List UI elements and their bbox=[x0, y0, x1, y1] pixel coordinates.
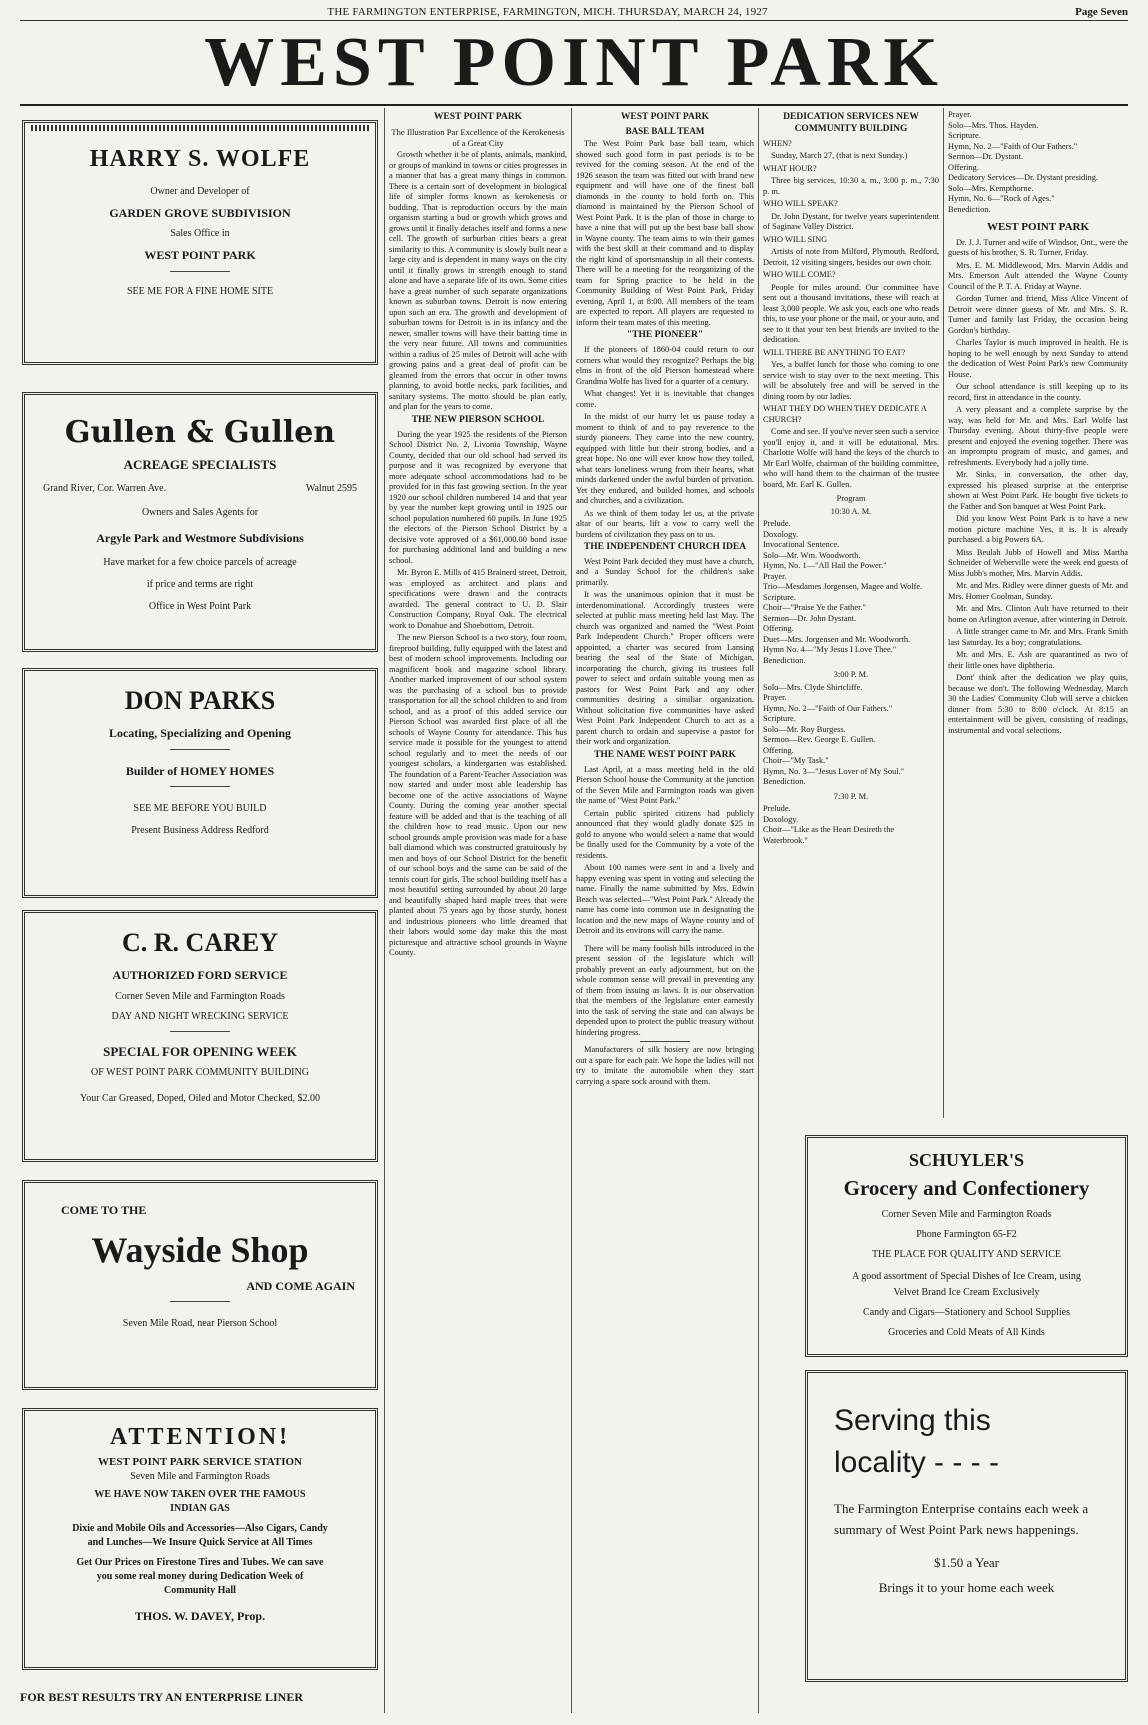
ad-serving-locality bbox=[805, 1370, 1128, 1682]
ad-wolfe-line3: Sales Office in bbox=[170, 228, 230, 240]
ad-gullen-line1: ACREAGE SPECIALISTS bbox=[123, 457, 277, 472]
ad-schuyler-name: SCHUYLER'S bbox=[908, 1150, 1025, 1170]
ad-wolfe-name: HARRY S. WOLFE bbox=[89, 146, 311, 172]
qa-line: WILL THERE BE ANYTHING TO EAT? bbox=[763, 347, 906, 357]
program-item: Hymn, No. 3—"Jesus Lover of My Soul." bbox=[763, 766, 905, 776]
ad-border-hash bbox=[31, 125, 369, 131]
program-item: Prayer. bbox=[948, 110, 972, 119]
ad-parks-line3: SEE ME BEFORE YOU BUILD bbox=[133, 802, 267, 814]
news-item: Our school attendance is still keeping up to its record, first in attendance in the county. bbox=[948, 382, 1128, 402]
ad-wolfe-line5: SEE ME FOR A FINE HOME SITE bbox=[126, 285, 274, 297]
article-paragraph: Mr. Byron E. Mills of 415 Brainerd street, Detroit, was employed as architect and plans and specifications were drawn and the contracts awarded. The general contract to U. D. Slair Construction Company, Royal Oak. The electrical work to Donahue and Shoebottom, Detroit. bbox=[389, 568, 567, 630]
qa-line: Artists of note from Milford, Plymouth. Redford, Detroit, 12 visiting singers, besides our own choir. bbox=[763, 247, 939, 267]
ad-gullen-line4: Have market for a few choice parcels of acreage bbox=[103, 556, 297, 568]
qa-line: People for miles around. Our committee have sent out a thousand invitations, these will reach at least 3,000 people. We ask you, each one who reads this, to use your phone or the mail, or your auto, and see to it that your ten best friends are invited to the dedication. bbox=[763, 282, 939, 345]
ad-gullen-name: Gullen & Gullen bbox=[64, 415, 336, 450]
news-item: Mr. Sinks, in conversation, the other day, expressed his pleased surprise at the enterprise shown at West Point Park. He bought five tickets to the Father and Son banquet at West Point Park. bbox=[948, 470, 1128, 511]
ad-serving-line1: Serving this bbox=[834, 1404, 991, 1437]
news-item: A little stranger came to Mr. and Mrs. Frank Smith last Saturday. Its a boy; congratulations. bbox=[948, 627, 1128, 647]
program-item: Solo—Mr. Wm. Woodworth. bbox=[763, 550, 861, 560]
article-paragraph: If the pioneers of 1860-04 could return to our corners what would they recognize? Perhaps the big elms in front of the old Pierson homestead where Grandma Wolfe has lived for a quarter of a century. bbox=[576, 345, 754, 386]
program-time: 10:30 A. M. bbox=[830, 506, 872, 516]
running-head bbox=[20, 4, 1128, 21]
ad-wolfe-line4: WEST POINT PARK bbox=[144, 248, 256, 263]
program-item: Scripture. bbox=[763, 714, 796, 724]
news-item: Mr. and Mrs. Ridley were dinner guests of Mr. and Mrs. Homer Coolman, Sunday. bbox=[948, 581, 1128, 601]
column-rule bbox=[571, 108, 572, 1713]
program-item: Solo—Mrs. Clyde Shirtcliffe. bbox=[763, 682, 863, 692]
ad-serving-line2: locality - - - - bbox=[834, 1446, 999, 1479]
news-item: Miss Beulah Jubb of Howell and Miss Martha Schneider of Weberville were the week end guests of Miss Jubb's mother, Mrs. Marvin Addis. bbox=[948, 547, 1128, 578]
qa-line: WHAT HOUR? bbox=[763, 163, 817, 173]
divider bbox=[170, 749, 230, 750]
program-item: Trio—Mesdames Jorgensen, Magee and Wolfe. bbox=[763, 582, 923, 592]
program-item: Doxology. bbox=[763, 529, 799, 539]
ad-gullen-addr: Grand River, Cor. Warren Ave. bbox=[43, 482, 167, 494]
divider bbox=[640, 940, 690, 941]
program-time: 7:30 P. M. bbox=[833, 791, 869, 801]
page-number: Page Seven bbox=[1075, 6, 1128, 18]
ad-parks-line1: Locating, Specializing and Opening bbox=[108, 726, 292, 741]
qa-line: WHO WILL COME? bbox=[763, 270, 836, 280]
program-item: Prelude. bbox=[763, 519, 791, 529]
program-item: Solo—Mrs. Thos. Hayden. bbox=[948, 120, 1039, 130]
divider bbox=[170, 271, 230, 272]
column-rule bbox=[943, 108, 944, 1118]
column-rule bbox=[758, 108, 759, 1713]
program-item: Hymn, No. 6—"Rock of Ages." bbox=[948, 194, 1055, 203]
article-paragraph: Certain public spirited citizens had publicly announced that they would gladly donate $25 in gold to anyone who would select a name that would be finally used for the Community by a vote of the residents. bbox=[576, 808, 754, 860]
dedication-qa bbox=[763, 139, 939, 491]
program-item: Benediction. bbox=[948, 204, 991, 214]
program-item: Choir—"My Task." bbox=[763, 756, 829, 766]
ad-schuyler-line7: Candy and Cigars—Stationery and School Supplies bbox=[863, 1306, 1070, 1318]
article-title: THE NEW PIERSON SCHOOL bbox=[411, 414, 545, 425]
qa-line: WHEN? bbox=[763, 138, 792, 148]
ad-parks-line2: Builder of HOMEY HOMES bbox=[125, 763, 275, 778]
qa-line: Dr. John Dystant, for twelve years superintendent of Saginaw Valley District. bbox=[763, 211, 939, 232]
divider bbox=[170, 1031, 230, 1032]
program-item: Sermon—Rev. George E. Gullen. bbox=[763, 735, 876, 745]
program-item: Scripture. bbox=[948, 131, 981, 140]
ad-gullen-line3: Argyle Park and Westmore Subdivisions bbox=[96, 530, 304, 545]
program-item: Invocational Sentence. bbox=[763, 540, 840, 550]
ad-attention-line4: INDIAN GAS bbox=[170, 1502, 230, 1514]
ad-attention-line6: and Lunches—We Insure Quick Service at All Times bbox=[87, 1536, 313, 1548]
program-item: Hymn, No. 2—"Faith of Our Fathers." bbox=[763, 703, 893, 713]
article-title: WEST POINT PARK bbox=[433, 112, 523, 122]
program-item: Sermon—Dr. Dystant. bbox=[948, 152, 1024, 161]
article-paragraph: About 100 names were sent in and a lively and happy evening was spent in voting and selecting the name. Finally the name submitted by Mrs. Edwin Beach was selected—"West Point Park." Already the name has come into common use in designating the location and the new maps of Wayne county and of Detroit and its environs will carry the name. bbox=[576, 863, 754, 936]
ad-harry-wolfe bbox=[22, 120, 378, 365]
ad-carey-line2: Corner Seven Mile and Farmington Roads bbox=[115, 990, 285, 1002]
program-item: Prayer. bbox=[763, 693, 787, 703]
article-subtitle: BASE BALL TEAM bbox=[625, 125, 705, 136]
program-item: Benediction. bbox=[763, 655, 806, 665]
news-item: Gordon Turner and friend, Miss Alice Vincent of Detroit were dinner guests of Mr. and Mrs. S. R. Turner and family last Friday, the occasion being Gordon's birthday. bbox=[948, 294, 1128, 335]
program-title: Program bbox=[836, 494, 866, 504]
article-title: THE INDEPENDENT CHURCH IDEA bbox=[583, 542, 747, 552]
ad-wolfe-line2: GARDEN GROVE SUBDIVISION bbox=[109, 205, 291, 220]
ad-wayside-shop bbox=[22, 1180, 378, 1390]
ad-schuyler-line1: Grocery and Confectionery bbox=[843, 1175, 1090, 1200]
ad-serving-price: $1.50 a Year bbox=[934, 1554, 999, 1570]
ad-carey-name: C. R. CAREY bbox=[122, 928, 278, 957]
running-head-text: THE FARMINGTON ENTERPRISE, FARMINGTON, MICH. THURSDAY, MARCH 24, 1927 bbox=[327, 6, 768, 18]
qa-line: Come and see. If you've never seen such a service you'll enjoy it, and it will be edutational. Mrs. Charlotte Wolfe will hand the keys of the church to Mr Earl Wolfe, chairman of the building committee, who will hand them to the chairman of the trustee board, Mr. Earl K. Gullen. bbox=[763, 427, 939, 489]
article-paragraph: As we think of them today let us, at the private altar of our hearts, lift a vow to carry well the burdens of civilization they pass on to us. bbox=[576, 508, 754, 539]
ad-wolfe-line1: Owner and Developer of bbox=[150, 185, 250, 197]
article-paragraph: There will be many foolish bills introduced in the present session of the legislature which will probably prevent an early adjournment, but on the whole common sense will prevail in preventing any of them from issuing as laws. It is our observation that the members of the legislature enter earnestly into the task of serving the state and can always be depended upon to protect the public treasury without hindering progress. bbox=[576, 943, 754, 1037]
ad-gullen-phone: Walnut 2595 bbox=[305, 482, 357, 494]
program-list-evening bbox=[763, 804, 939, 846]
divider bbox=[170, 786, 230, 787]
qa-line: Three big services, 10:30 a. m., 3:00 p. m., 7:30 p. m. bbox=[763, 176, 939, 196]
program-item: Prelude. bbox=[763, 804, 791, 814]
news-item: A very pleasant and a complete surprise by the way, was held for Mr. and Mrs. Earl Wolfe last Thursday evening. About thirty-five people were present and enjoyed the evening together. There was an impromptu program of music, and games, and refreshments. Everybody had a jolly time. bbox=[948, 405, 1128, 467]
ad-serving-line4: Brings it to your home each week bbox=[878, 1580, 1055, 1596]
article-paragraph: What changes! Yet it is inevitable that changes come. bbox=[576, 389, 754, 409]
article-paragraph: Last April, at a mass meeting held in the old Pierson School house the Community at the junction of the Seven Mile and Farmington roads was given the name of "West Point Park." bbox=[576, 764, 754, 806]
ad-gullen-line5: if price and terms are right bbox=[146, 578, 254, 590]
ad-parks-line4: Present Business Address Redford bbox=[131, 824, 269, 836]
article-paragraph: Manufacturers of silk hosiery are now bringing out a spare for each pair. We hope the ladies will not try to imitate the automobile when they start carrying a spare sock around with them. bbox=[576, 1045, 754, 1086]
article-column-3 bbox=[763, 110, 939, 1110]
ad-attention bbox=[22, 1408, 378, 1670]
program-item: Sermon—Dr. John Dystant. bbox=[763, 613, 857, 623]
article-title: WEST POINT PARK bbox=[620, 112, 710, 122]
ad-attention-line2: Seven Mile and Farmington Roads bbox=[130, 1470, 270, 1482]
news-item: Did you know West Point Park is to have a new motion picture machine Yes, it is. It is already purchased. a big Powers 6A. bbox=[948, 514, 1128, 545]
ad-wayside-name: Wayside Shop bbox=[91, 1230, 309, 1271]
qa-line: Yes, a buffet lunch for those who coming to one service wish to stay over to the next meeting. This will be absolutely free and will be served in the dining room by our ladies. bbox=[763, 360, 939, 401]
ad-schuyler-line8: Groceries and Cold Meats of All Kinds bbox=[888, 1326, 1045, 1338]
program-item: Benediction. bbox=[763, 777, 806, 787]
ad-schuyler-line5: A good assortment of Special Dishes of Ice Cream, using bbox=[852, 1270, 1081, 1282]
article-paragraph: It was the unanimous opinion that it must be interdenominational. Accordingly trustees were selected at public mass meeting held last May. The church was organized and named the "West Point Park Independent Church." Proper officers were appointed, a charter was secured from Lansing bearing the seal of the State of Michigan, incorporating the church, giving its trustees full power to select and ordain suitable young men as pastors for West Point Park and any other communities desiring a similiar organization. Without solicitation five communities have asked West Point Park Independent Church to act as a parent church to ordain and supervise a pastor for their work and organization. bbox=[576, 590, 754, 747]
article-paragraph: In the midst of our hurry let us pause today a moment to think of and to pay reverence to the sturdy pioneers. They came into the new country, equipped with little but their strong bodies, and a great hope. No one will ever know how they toiled, what tears loneliness wrung from their hearts, what minds darkened under the awful burden of privation. Yet they endured, and builded homes, and schools and churches, and a civilization. bbox=[576, 412, 754, 505]
ad-gullen-line6: Office in West Point Park bbox=[148, 600, 252, 612]
article-paragraph: West Point Park decided they must have a church, and a Sunday School for the children's sake primarily. bbox=[576, 556, 754, 587]
ad-gullen bbox=[22, 392, 378, 652]
article-paragraph: The West Point Park base ball team, which showed such good form in past periods is to be revived for the coming season. At the end of the 1926 season the team was fitted out with brand new equipment and will have one of the finest ball diamonds in the county to hold forth on. This diamond is maintained by the Pierson School of West Point Park. It is the plan of those in charge to have a nine that will put up the best base ball show in Wayne county. The team aims to win their games with the best skill at their command and to display the right kind of sportsmanship in all their contests. There will be a meeting for the reorganizing of the team for Spring practice to be held in the Community Building of West Point Park, Friday evening, April 1, at 8:00. All members of the team are expected to report. All players are requested to inform their team mates of this meeting. bbox=[576, 139, 754, 327]
program-list-afternoon bbox=[763, 683, 939, 788]
qa-line: WHAT THEY DO WHEN THEY DEDICATE A CHURCH? bbox=[763, 404, 927, 424]
ad-gullen-line2: Owners and Sales Agents for bbox=[141, 506, 259, 518]
news-item: Charles Taylor is much improved in health. He is hoping to be well enough by next Sunday to attend the dedication of West Point Park's new Community House. bbox=[948, 338, 1128, 379]
ad-wayside-line3: Seven Mile Road, near Pierson School bbox=[122, 1317, 278, 1329]
article-title: THE NAME WEST POINT PARK bbox=[594, 749, 736, 760]
ad-attention-line3: WE HAVE NOW TAKEN OVER THE FAMOUS bbox=[94, 1488, 306, 1500]
divider bbox=[640, 1041, 690, 1042]
program-time: 3:00 P. M. bbox=[833, 670, 869, 680]
program-item: Choir—"Like as the Heart Desireth the Waterbrook." bbox=[763, 825, 895, 845]
masthead: WEST POINT PARK bbox=[204, 24, 944, 101]
article-column-1 bbox=[389, 110, 567, 1710]
program-item: Hymn, No. 2—"Faith of Our Fathers." bbox=[948, 141, 1078, 151]
ad-wayside-line1: COME TO THE bbox=[61, 1203, 147, 1217]
article-column-4 bbox=[948, 110, 1128, 1115]
ad-schuyler-line4: THE PLACE FOR QUALITY AND SERVICE bbox=[871, 1248, 1062, 1260]
ad-serving-line3: The Farmington Enterprise contains each week a summary of West Point Park news happenings. bbox=[834, 1501, 1089, 1537]
qa-line: WHO WILL SING bbox=[763, 234, 828, 244]
ad-don-parks bbox=[22, 668, 378, 898]
program-item: Scripture. bbox=[763, 592, 796, 602]
ad-schuylers bbox=[805, 1135, 1128, 1357]
qa-line: Sunday, March 27, (that is next Sunday.) bbox=[771, 151, 908, 161]
column-rule bbox=[384, 108, 385, 1713]
ad-attention-line9: Community Hall bbox=[164, 1584, 236, 1596]
program-item: Hymn, No. 1—"All Hail the Power." bbox=[763, 561, 887, 571]
program-item: Offering. bbox=[763, 745, 794, 755]
program-item: Offering. bbox=[948, 162, 979, 172]
program-continued bbox=[948, 110, 1128, 215]
program-item: Hymn No. 4—"My Jesus I Love Thee." bbox=[763, 645, 897, 655]
news-item: Dr. J. J. Turner and wife of Windsor, Ont., were the guests of his brother, S. R. Turner, Friday. bbox=[948, 237, 1128, 258]
ad-attention-line5: Dixie and Mobile Oils and Accessories—Also Cigars, Candy bbox=[72, 1522, 328, 1534]
program-item: Doxology. bbox=[763, 814, 799, 824]
ad-attention-line1: WEST POINT PARK SERVICE STATION bbox=[98, 1455, 302, 1468]
ad-wayside-line2: AND COME AGAIN bbox=[246, 1278, 355, 1293]
ad-carey-line6: Your Car Greased, Doped, Oiled and Motor Checked, $2.00 bbox=[79, 1093, 321, 1105]
article-title: DEDICATION SERVICES NEW COMMUNITY BUILDING bbox=[783, 112, 919, 134]
news-item: Mrs. E. M. Middlewood, Mrs. Marvin Addis and Mrs. Emerson Ault attended the Wayne County Council of the P. T. A. Friday at Wayne. bbox=[948, 260, 1128, 291]
article-column-2 bbox=[576, 110, 754, 1710]
ad-gullen-address-row bbox=[43, 483, 357, 495]
article-title: WEST POINT PARK bbox=[986, 221, 1090, 233]
program-item: Choir—"Praise Ye the Father." bbox=[763, 603, 866, 613]
article-subtitle: The Illustration Par Excellence of the Kerokenesis of a Great City bbox=[391, 126, 565, 148]
footer-tagline: FOR BEST RESULTS TRY AN ENTERPRISE LINER bbox=[20, 1690, 304, 1704]
ad-carey-line5: OF WEST POINT PARK COMMUNITY BUILDING bbox=[91, 1067, 309, 1079]
ad-attention-line7: Get Our Prices on Firestone Tires and Tubes. We can save bbox=[76, 1556, 324, 1568]
ad-attention-name: ATTENTION! bbox=[109, 1424, 291, 1450]
ad-schuyler-line6: Velvet Brand Ice Cream Exclusively bbox=[893, 1286, 1040, 1298]
ad-schuyler-line3: Phone Farmington 65-F2 bbox=[916, 1228, 1017, 1240]
article-title: "THE PIONEER" bbox=[626, 330, 704, 341]
news-item: Mr. and Mrs. Clinton Ault have returned to their home on Arlington avenue, after wintering in Detroit. bbox=[948, 604, 1128, 624]
ad-cr-carey bbox=[22, 910, 378, 1162]
ad-schuyler-line2: Corner Seven Mile and Farmington Roads bbox=[881, 1208, 1052, 1220]
article-paragraph: During the year 1925 the residents of the Pierson School District No. 2, Livonia Township, Wayne County, decided that our old school had served its purpose and it was recognized by everyone that more adequate school accommodations had to be provided for in this fast growing section. In the year 1920 our school children numbered 14 and that year by year the number kept growing until in 1925 our school population numbered 60 pupils. In June 1925 the electors of the Pierson School District by a decisive vote approved of a $61,000.00 bond issue for purchasing additional land and building a new school. bbox=[389, 429, 567, 565]
ad-attention-line10: THOS. W. DAVEY, Prop. bbox=[134, 1608, 266, 1623]
ad-attention-line8: you some real money during Dedication Week of bbox=[96, 1570, 304, 1582]
program-item: Dedicatory Services—Dr. Dystant presiding. bbox=[948, 173, 1099, 182]
program-item: Solo—Mrs. Kempthorne. bbox=[948, 183, 1034, 193]
program-item: Duet—Mrs. Jorgensen and Mr. Woodworth. bbox=[763, 634, 911, 644]
news-item: Mr. and Mrs. E. Ash are quarantined as two of their little ones have diphtheria. bbox=[948, 650, 1128, 670]
program-item: Prayer. bbox=[763, 571, 787, 581]
divider bbox=[170, 1301, 230, 1302]
program-item: Offering. bbox=[763, 624, 794, 634]
program-list-morning bbox=[763, 519, 939, 666]
ad-carey-line3: DAY AND NIGHT WRECKING SERVICE bbox=[111, 1010, 289, 1022]
masthead-rule bbox=[20, 104, 1128, 106]
article-paragraph: The new Pierson School is a two story, four room, fireproof building, fully equipped with the latest and best of modern school improvements. Including our magnificent book and magazine school library. Another marked improvement of our school system was the purchasing of a school bus to provide transportation for all the school children to and from school, and as a proof of this added service our Pierson School was awarded first place of all the schools of Wayne County for attendance. This bus service made it possible for the youngest to attend school regularly and to meet the needs of our youngest scholars, a kindergarten was established. The foundation of a Parent-Teacher Association was now started and under most able leadership has become one of the active associations of Wayne County. During the coming year another special feature will be added and that is the teaching of all the children how to read music. Upon our new school grounds ample provision was made for a base ball diamond which was constructed gratuitously by men and boys of our School District for the benefit of our school boys and the same can be said of the tennis court for girls. The school building itself has a most beautiful setting surrounded by about 20 large and beautifully shaped hard maple trees that were planted about 75 years ago by those sturdy, honest and industrious pioneers who little dreamed that their labors would some day make this the most picturesque and attractive school grounds in Wayne County. bbox=[389, 633, 567, 958]
news-item: Dont' think after the dedication we play quits, because we don't. The following Wednesday, March 30 the Ladies' Community Club will serve a chicken dinner from 5:30 to 8:00 o'clock. At 8:15 an entertainment will be given, consisting of readings, instrumental and vocal selections. bbox=[948, 673, 1128, 735]
qa-line: WHO WILL SPEAK? bbox=[763, 199, 838, 209]
ad-parks-name: DON PARKS bbox=[124, 686, 276, 715]
ad-carey-line1: AUTHORIZED FORD SERVICE bbox=[112, 968, 288, 983]
program-item: Solo—Mr. Roy Burgess. bbox=[763, 724, 846, 734]
ad-carey-line4: SPECIAL FOR OPENING WEEK bbox=[103, 1043, 297, 1059]
article-paragraph: Growth whether it be of plants, animals, mankind, or groups of mankind in towns or cities progresses in a manner that has a great many things in common. There is a certain sort of development in biological life of simpler forms known as kerokenesis or budding. That is reproduction occurs by the main organism starting a bud or growth which grows and grows until it finally detaches itself and forms a new cell. The growth of surburban cities bears a great similarity to this. A community is slowly built near a large city and is dependent in many ways on the city until it finally grows in strength enough to stand alone and have a separate life of its own. Some cities have a great number of such separate organizations known as suburban towns. Detroit is now entering upon such an era. The growth and development of suburban towns for Detroit is in its infancy and the newer, smaller towns will have their batting time in the very near future. All towns and communities within a radius of 25 miles of Detroit will ache with growing pains and a great deal of profit can be gleamed from the errors that occur in other towns planning, to avoid bottle necks, park facilities, and sanitary systems. The motto should be plan early, and plan for the years to come. bbox=[389, 150, 567, 412]
